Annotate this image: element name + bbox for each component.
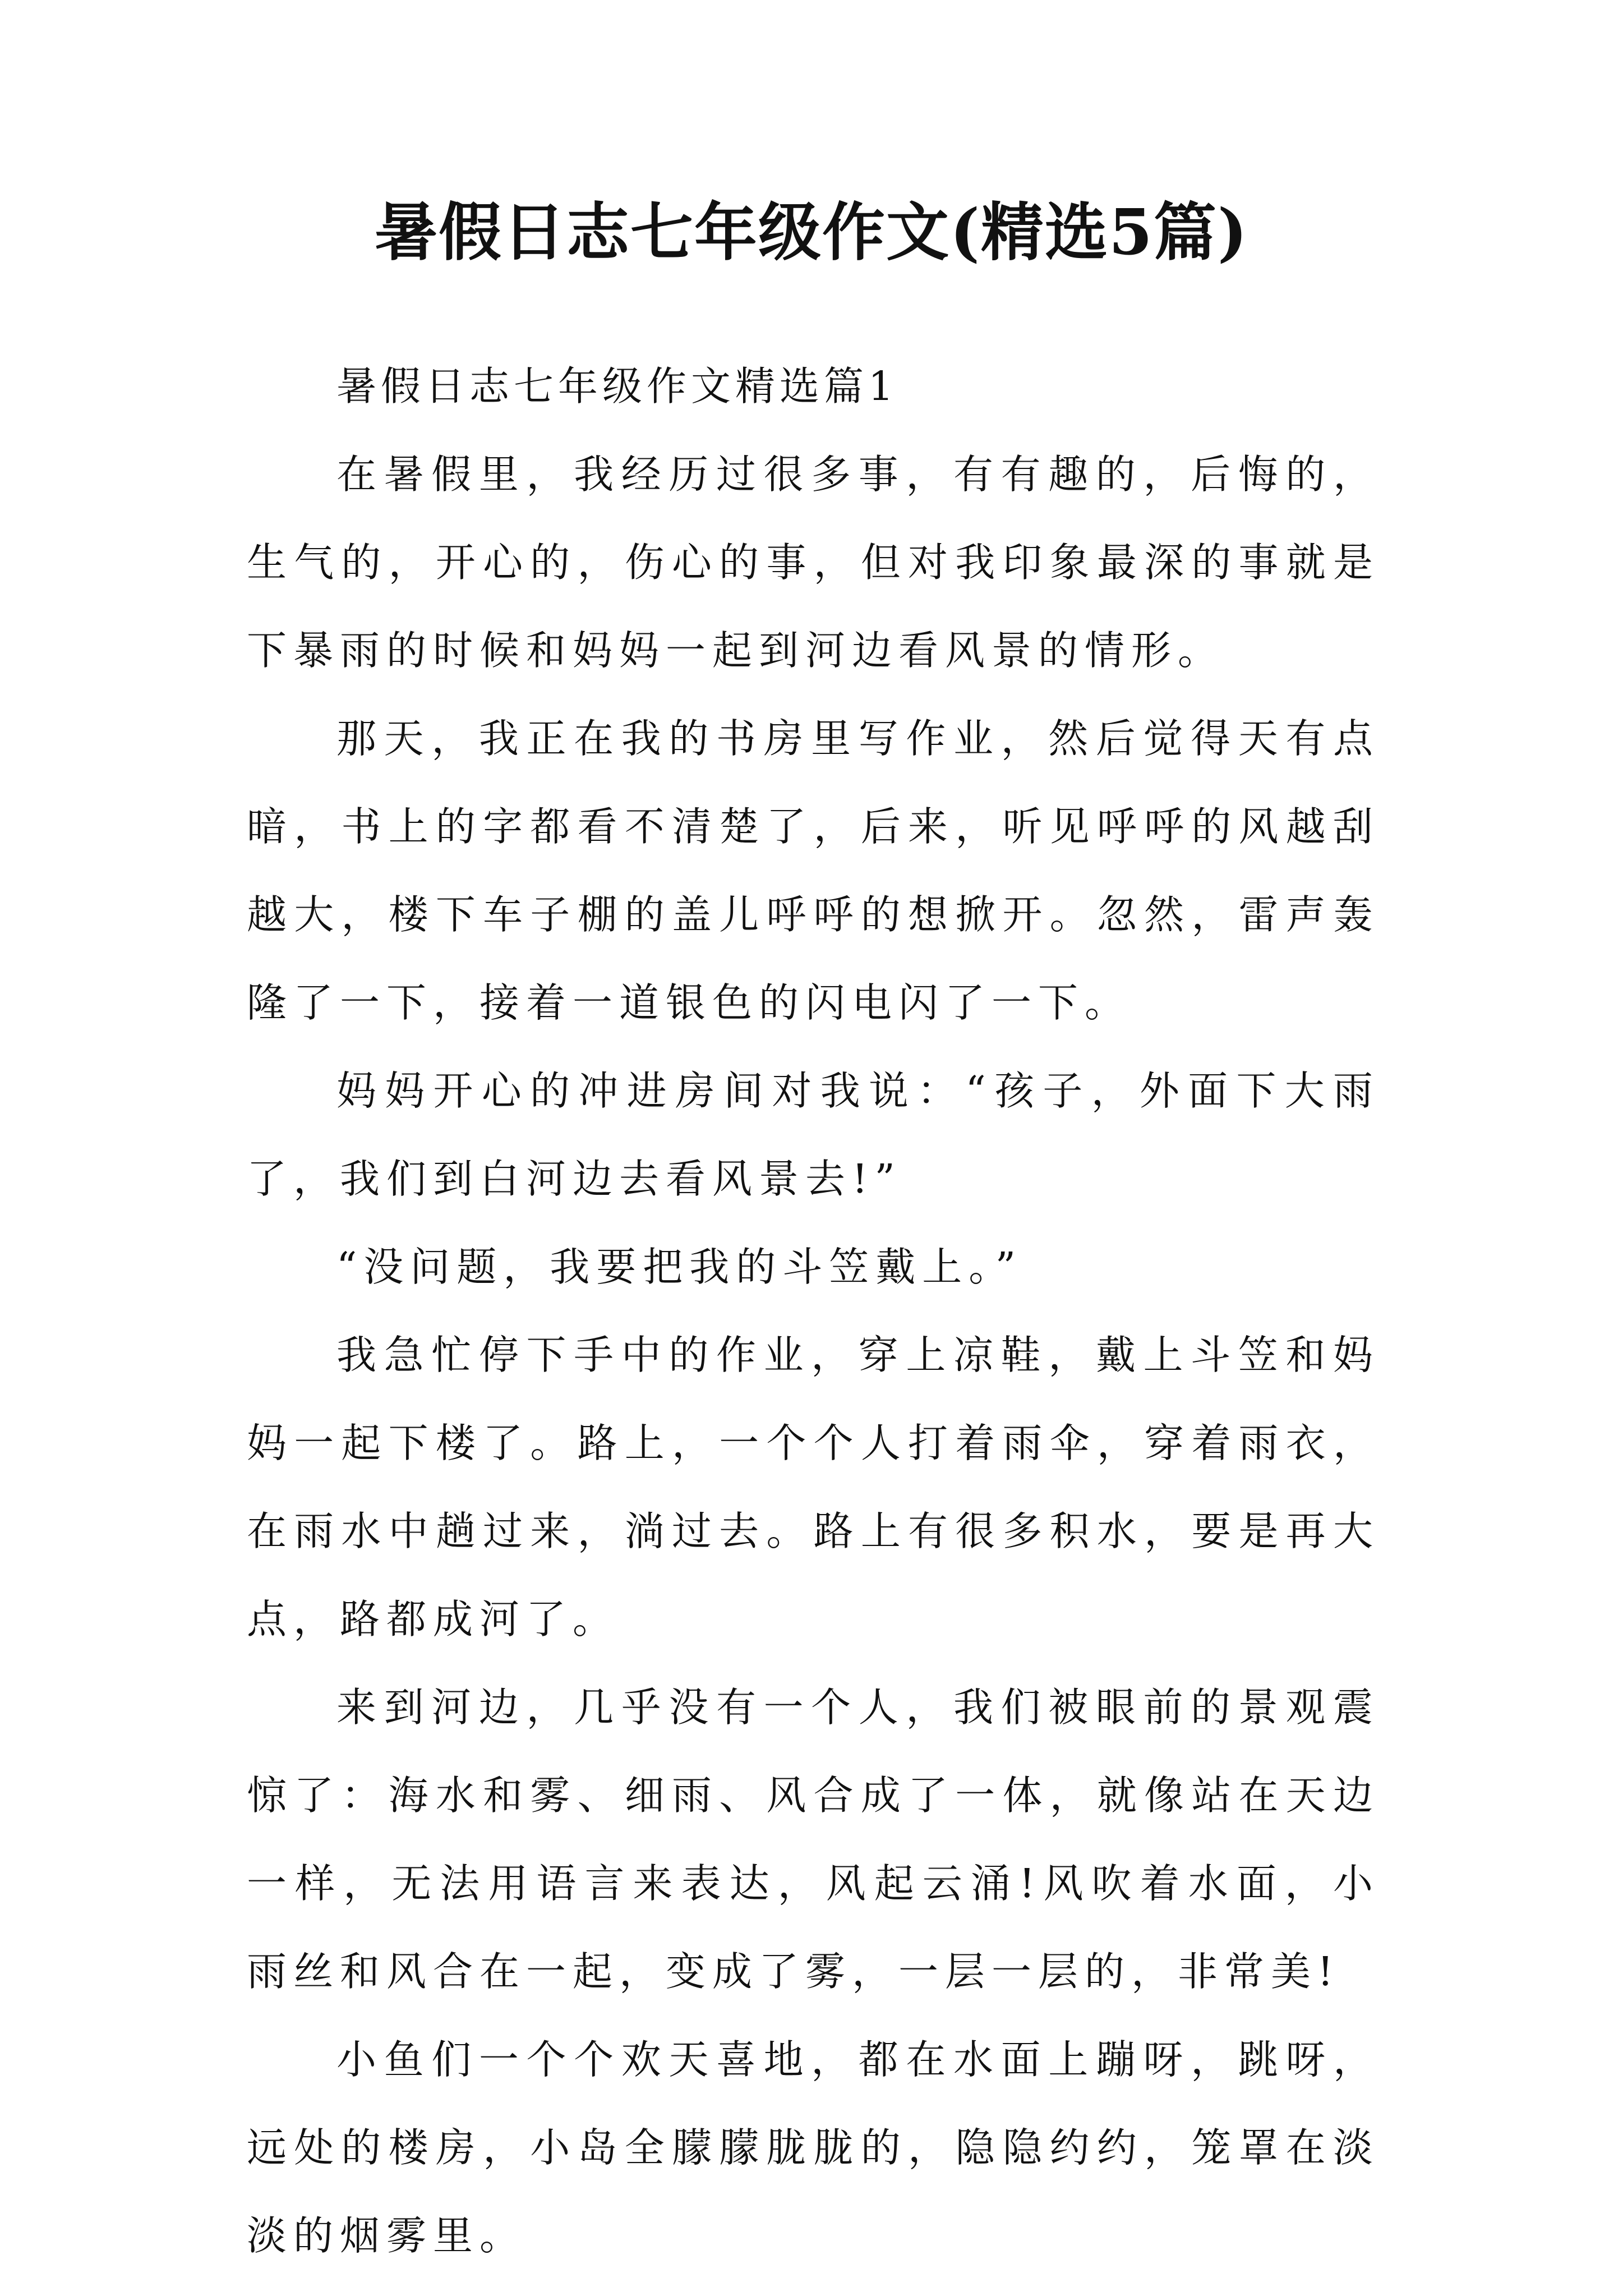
document-title: 暑假日志七年级作文(精选5篇) <box>375 196 1248 269</box>
paragraph: 我急忙停下手中的作业，穿上凉鞋，戴上斗笠和妈妈一起下楼了。路上，一个个人打着雨伞，穿着雨衣，在雨水中趟过来，淌过去。路上有很多积水，要是再大点，路都成河了。 <box>247 1332 1380 1642</box>
paragraph: 那天，我正在我的书房里写作业，然后觉得天有点暗，书上的字都看不清楚了，后来，听见呼呼的风越刮越大，楼下车子棚的盖儿呼呼的想掀开。忽然，雷声轰隆了一下，接着一道银色的闪电闪了一下。 <box>247 715 1380 1026</box>
paragraph: 来到河边，几乎没有一个人，我们被眼前的景观震惊了：海水和雾、细雨、风合成了一体，就像站在天边一样，无法用语言来表达，风起云涌!风吹着水面，小雨丝和风合在一起，变成了雾，一层一层的，非常美! <box>247 1684 1380 1995</box>
document-body <box>247 342 1380 2280</box>
section-heading: 暑假日志七年级作文精选篇1 <box>336 363 898 409</box>
paragraph: “没问题，我要把我的斗笠戴上。” <box>336 1244 1023 1290</box>
paragraph: 小鱼们一个个欢天喜地，都在水面上蹦呀，跳呀，远处的楼房，小岛全朦朦胧胧的，隐隐约约，笼罩在淡淡的烟雾里。 <box>247 2036 1380 2259</box>
paragraph: 妈妈开心的冲进房间对我说：“孩子，外面下大雨了，我们到白河边去看风景去!” <box>247 1068 1380 1202</box>
paragraph: 在暑假里，我经历过很多事，有有趣的，后悔的，生气的，开心的，伤心的事，但对我印象最深的事就是下暴雨的时候和妈妈一起到河边看风景的情形。 <box>247 451 1380 674</box>
